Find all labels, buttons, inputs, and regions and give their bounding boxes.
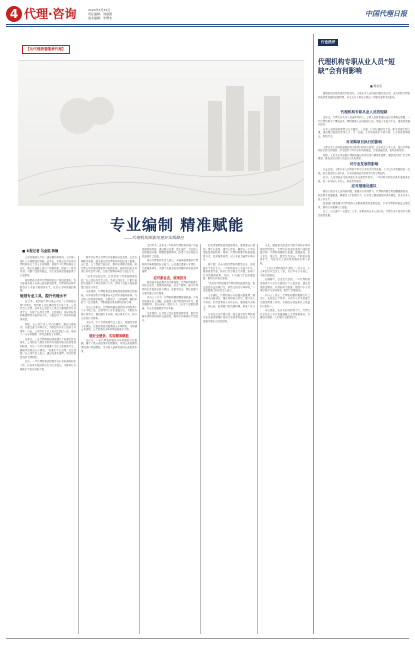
body-paragraph: 近年来，代理行业从业人员流动性较大，专职人员数量难以满足业务增长需要。一些代理机构为了降低成本，聘用兼职人员或临时人员，导致专业能力不足，服务质量难以保证。 — [318, 116, 410, 127]
body-paragraph: “专业是代理机构的生命线。”一位从业二十余年的行业资深人士说，只有坚守专业初心，才能行稳致远。 — [260, 266, 310, 277]
article-column-4 — [203, 244, 255, 636]
body-paragraph: 此外，人员短缺还可能导致行业内部恶性竞争，一些机构为争取业务压低服务价格，进一步压缩人才投入，形成恶性循环。 — [318, 176, 410, 183]
column-divider — [200, 244, 201, 634]
body-paragraph: 面对新业态新模式的不断涌现，代理机构需要主动适应变化，积极探索创新。记者了解到，部分代理机构已开始涉足新兴领域，在数字经济、绿色发展等方面开展专业化服务。 — [142, 280, 198, 295]
section-title: 代理·咨询 — [24, 7, 77, 21]
article-byline: ■ 本报记者 马金铭 韩楠 — [22, 249, 59, 253]
commentary-tag: 行业热评 — [318, 39, 338, 46]
body-paragraph: 在江苏，某招标代理有限公司以“专业铸就品牌”为理念，坚持把专业化建设作为立身之本。公司负责人介绍，近年来公司投入大量资金建设数字化业务平台，实现了从项目受理、文件编制、开标评标到档案管理的全流程电子化，大幅提升了工作效率和服务质量。 — [20, 299, 76, 321]
body-paragraph: 数字化转型是代理行业发展的必然趋势。记者在调研中发现，越来越多的代理机构开始运用大数据、云计算、人工智能等新技术，推动业务模式创新。某代理公司开发的智能评审辅助系统，能够对投标文件进行自动比对分析，有效识别围标串标等违法行为。 — [81, 256, 137, 274]
body-paragraph: “我们将持续加强对代理机构的监督检查，依法查处违法违规行为，营造良好的市场环境。”一位监管部门相关负责人表示。 — [203, 281, 255, 293]
article-illustration — [18, 60, 304, 206]
illustration-svg — [18, 61, 304, 206]
meta-date: 2023年5月25日 — [88, 8, 111, 12]
header-meta — [88, 8, 112, 20]
body-paragraph: 同时，人员不足也导致代理机构难以对项目进行精细化管理，服务深度和广度受到限制，难以满足采购人日益多元化的需求。 — [318, 153, 410, 161]
body-paragraph: 业内专家指出，代理机构要在激烈的市场竞争中立于不败之地，必须坚持专业化发展方向，不断提升核心竞争力。要加强行业自律，规范执业行为，树立良好的行业形象。 — [81, 305, 137, 320]
meta-designer: 美术编辑：李博杰 — [88, 16, 113, 20]
masthead-logo: 中国代理日报 — [365, 9, 407, 18]
section-heading: 规划专业工具，提升代理水平 — [20, 293, 67, 298]
cloud-shape — [86, 97, 114, 125]
body-paragraph: 良好的编制是产业一道重要的风景线，是全国一体化大市场建设的基础。近年来，本报记者对各地代理机构进行了深入走访调研，发现不少代理机构在专业化、规范化道路上进行了积极探索，形成了一批可复制、可推广的经验做法，为行业高质量发展提供了有益借鉴。 — [20, 256, 76, 277]
body-paragraph: 专家建议，代理机构应当加强内部管理，建立健全内控制度，强化风险防范意识。要注重人才培养，打造高素质专业化队伍。要加强与采购人、供应商、监管部门的沟通协调，形成工作合力。 — [203, 293, 255, 312]
body-paragraph: 某市代理机构负责人表示，全链条服务要求代理机构具备更强的综合能力。公司通过组建专业团队、完善服务体系，实现了从需求论证到履约验收的闭环管理。 — [142, 259, 198, 274]
body-paragraph: 与此同时，行业协会也在积极发挥作用，组织开展业务培训和经验交流活动，推动行业整体水平的提升。 — [142, 311, 198, 322]
body-paragraph: 总之，只有建立一支稳定、专业、高素质的从业人员队伍，代理行业才能真正实现高质量发展。 — [318, 210, 410, 217]
section-heading: 对行业发展的影响 — [349, 161, 379, 166]
body-paragraph: 新形势新任务对代理机构提出了更高的要求。作为连接采购人与供应商的桥梁纽带，代理机构必须不断提升专业能力和服务水平，以适应市场发展的需要。 — [20, 278, 76, 293]
body-paragraph: 同时，该公司注重人才队伍建设，通过内部培训、外部交流等多种方式，不断提升从业人员的专业素养。目前，公司持证专业人员占比超过八成，形成了一支业务精湛、作风过硬的专业团队。 — [20, 322, 76, 337]
body-paragraph: 的业务管理和质量控制体系，做到事前有规划、事中有监督、事后有评估，确保每一个项目都能经得起检验。同时，代理机构要不断创新服务方式，提高服务质量，以专业能力赢得市场认可。 — [203, 244, 255, 262]
intro-paragraph: 随着政府采购改革的不断深化，专职从业人员短缺问题日益凸显，成为制约代理机构高质量发展的重要因素。本文从多个角度分析这一问题可能带来的影响。 — [318, 92, 410, 99]
article-subheadline: ——代理机构探索用更好实践路径 — [124, 235, 184, 240]
body-paragraph: 采访中，不少代理机构负责人表示，将继续深耕专业领域，以更加优质的服务回应市场期待，为构建公开透明、公平竞争的市场环境贡献更多力量。 — [81, 321, 137, 332]
column-divider — [257, 244, 258, 634]
commentary-body — [318, 110, 410, 636]
body-paragraph: 在调研中，记者还注意到，一些代理机构在服务中小企业方面进行了有益尝试，通过提供政策解读、业务辅导等服务，帮助中小企业更好地参与市场竞争，取得了积极成效。 — [260, 278, 310, 293]
commentary-title: 代理机构专职从业人员“短缺”会有何影响 — [318, 58, 395, 75]
article-column-2 — [81, 256, 137, 636]
article-column-5 — [260, 244, 310, 636]
body-paragraph: 可以预见，在各方的共同努力下，代理行业必将在专业化发展道路上走得更稳更远，为建设全国统一大市场注入强劲动力。 — [260, 309, 310, 320]
page-number-badge: 4 — [6, 6, 22, 22]
section-heading: 应对新业态，展现担当 — [153, 275, 187, 280]
body-paragraph: 专职从业人员短缺直接影响采购项目的执行质量。由于缺乏专业人员，部分代理机构在采购文件编制、评审组织等环节容易出现疏漏，引发质疑投诉，影响采购效率。 — [318, 145, 410, 153]
hill-curve — [18, 161, 304, 181]
section-heading: 对采购项目执行的影响 — [346, 139, 382, 144]
meta-editor: 责任编辑：刘丽媛 — [88, 12, 113, 16]
body-paragraph: 据了解，目前全国代理机构数量众多，但发展水平参差不齐。一些机构存在专业能力不足、服务质量不高、执业行为不规范等问题，影响了行业的整体形象。对此，有关部门正在加强监管，推动行业规范发展。 — [203, 262, 255, 281]
body-paragraph: 业内人士表示，代理机构要积极履行社会责任，在促进公平竞争、支持中小企业发展等方面发挥更大作用，实现经济效益和社会效益的有机统一。 — [260, 293, 310, 308]
column-divider — [139, 256, 140, 634]
body-paragraph: 在山东，一家代理机构依托多年积累的行业数据，建立了供应商信用评价数据库，对供应商的履约情况进行动态跟踪，为采购人选择优质供应商提供参考。 — [81, 338, 137, 353]
body-paragraph: 监管部门要加强对代理机构人员配备情况的监督检查，引导代理机构依法合规经营，推动行业健康有序发展。 — [318, 202, 410, 209]
building-shape — [208, 101, 222, 171]
commentary-author: ■ 周东亮 — [370, 84, 382, 88]
body-paragraph: 此外，一些代理机构还积极参与行业标准的制定工作，将自身实践经验转化为行业规范，为推动行业整体水平提升贡献力量。 — [20, 360, 76, 371]
section-heading: 做好全链条，实现精准赋能 — [89, 333, 129, 338]
building-shape — [264, 96, 280, 171]
article-headline: 专业编制 精准赋能 — [110, 216, 245, 234]
column-tag: 【从代理商看继承代理】 — [22, 45, 70, 54]
header-rule-thin — [6, 26, 409, 27]
building-shape — [226, 86, 244, 171]
hill-curve-lower — [38, 179, 304, 196]
body-paragraph: 在浙江，一家代理机构则探索建立了标准化作业体系。公司制定了涵盖各类项目的操作规范和质量控制标准，对每一个环节都明确了责任人和时间节点，确保项目规范有序推进。“标准化不是束缚，而是保障。”该公司负责人表示，通过标准化管理，项目质量投诉率下降明显。 — [20, 337, 76, 359]
body-paragraph: 记者在走访中感受到，越来越多的代理机构正在从追求规模扩张向注重质量效益转变，行业发展呈现出良好的态势。 — [203, 312, 255, 323]
column-divider — [78, 256, 79, 634]
article-column-1 — [20, 256, 76, 636]
body-paragraph: 从长远看，专职从业人员短缺不利于行业的可持续发展。人才是行业发展的第一资源，缺乏稳定的专业队伍，行业的创新能力和竞争力将受到制约。 — [318, 167, 410, 175]
body-paragraph: 与此同时，代理机构也在积极探索服务模式的创新。从单纯的程序性服务向全过程咨询服务延伸，为采购人提供需求调查、方案设计、合同管理、履约验收等一站式服务，不断拓展业务边界和价值空间。 — [81, 290, 137, 305]
article-column-3 — [142, 244, 198, 636]
body-paragraph: 未来，随着相关政策的不断完善和市场环境的持续优化，代理行业将迎来更加广阔的发展空间。代理机构要抓住机遇，迎接挑战，以专业化、规范化、数字化为方向，不断提升服务水平，为经济社会高质量发展作出更大贡献。 — [260, 244, 310, 265]
page-divider — [313, 34, 314, 634]
body-paragraph: 交付环节。近年来一些地区代理机构开展了全链条服务的探索，通过整合资源、优化流程，为采购人提供更加全面、便捷的服务体验，取得了良好的经济效益和社会效益。 — [142, 244, 198, 258]
body-paragraph: 解决专职从业人员短缺问题，需要多方共同努力。代理机构要完善薪酬激励机制，拓宽职业发展通道，增强对人才的吸引力。行业协会要加强培训体系建设，提升从业人员专业水平。 — [318, 190, 410, 201]
body-paragraph: 从业人员短缺的原因是多方面的。一方面，行业待遇相对不高，职业发展空间有限，难以吸引和留住优秀人才；另一方面，专业培训体系不够完善，人才培养周期较长，供给不足。 — [318, 127, 410, 138]
footer-rule — [6, 638, 409, 639]
commentary-intro — [318, 92, 410, 108]
body-paragraph: “技术手段的运用，让我们的工作更加精准高效。”该公司技术负责人说，系统上线以来，已累计辅助完成数千个项目的评审工作，得到了采购人和监管部门的充分肯定。 — [81, 274, 137, 289]
body-paragraph: 业内人士认为，代理机构要把握发展机遇，主动对接国家重大战略，在服务大局中彰显担当作为。要加强研究，提前布局，做好人才、技术等方面的储备，为未来发展奠定坚实基础。 — [142, 296, 198, 310]
section-heading: 代理机构专职从业人员的短缺 — [340, 110, 388, 114]
section-heading: 应对措施及建议 — [351, 184, 377, 189]
building-shape — [248, 111, 260, 171]
